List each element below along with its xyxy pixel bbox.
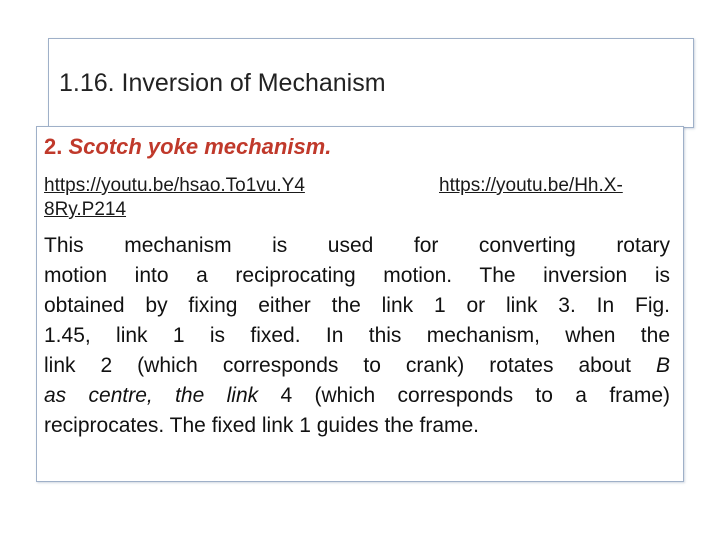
paragraph-line: motion into a reciprocating motion. The inversion is [44, 264, 670, 287]
paragraph-text: link 2 (which corresponds to crank) rotates about [44, 354, 656, 377]
paragraph-line [44, 381, 670, 411]
description-paragraph [44, 231, 670, 441]
paragraph-line: reciprocates. The fixed link 1 guides the frame. [44, 414, 480, 437]
slide-content-box [36, 126, 684, 482]
slide-title: 1.16. Inversion of Mechanism [59, 69, 386, 97]
video-link-1[interactable]: https://youtu.be/hsao.To1vu.Y4 [44, 175, 305, 196]
slide-title-box [48, 38, 694, 128]
paragraph-line: obtained by fixing either the link 1 or link 3. In Fig. [44, 294, 670, 317]
paragraph-text: 4 (which corresponds to a frame) [258, 384, 670, 407]
heading-number: 2. [44, 134, 63, 159]
paragraph-line: 1.45, link 1 is fixed. In this mechanism, when the [44, 324, 670, 347]
paragraph-italic-text: as centre, the link [44, 384, 259, 407]
paragraph-line: This mechanism is used for converting rotary [44, 234, 670, 257]
video-link-2[interactable]: https://youtu.be/Hh.X- [439, 175, 623, 196]
paragraph-line [44, 351, 670, 381]
video-link-1-continued[interactable]: 8Ry.P214 [44, 199, 127, 220]
paragraph-italic-b: B [655, 354, 670, 377]
heading-text: Scotch yoke mechanism. [62, 134, 332, 159]
section-heading [44, 134, 331, 160]
